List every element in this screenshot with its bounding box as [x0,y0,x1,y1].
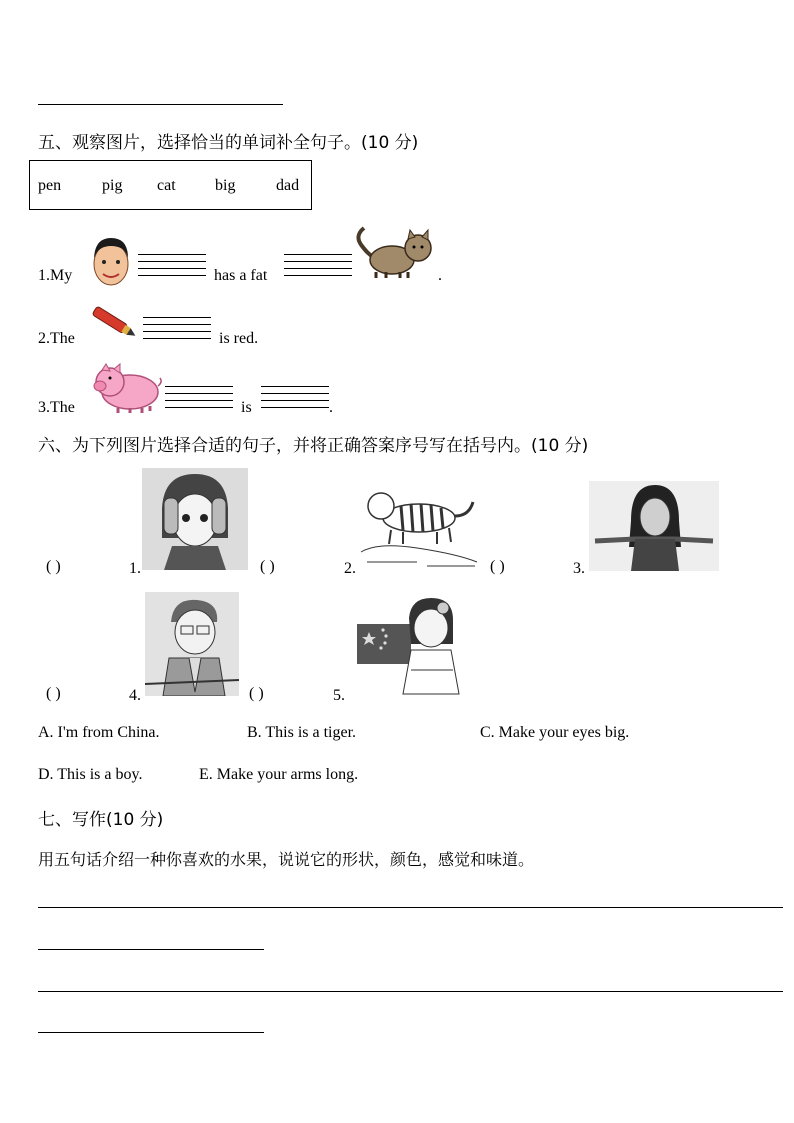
word-bank-box [29,160,312,210]
girl-eyes-picture [142,468,248,570]
q3-end: . [329,399,333,416]
q2-blank[interactable] [143,317,211,347]
tiger-picture [357,482,479,570]
q1-blank-1[interactable] [138,254,206,284]
item-number-4: 4. [129,687,141,704]
cat-icon [352,222,438,282]
girl-china-flag-picture [355,594,461,698]
dad-face-icon [87,232,135,288]
item-number-3: 3. [573,560,585,577]
writing-prompt: 用五句话介绍一种你喜欢的水果，说说它的形状，颜色，感觉和味道。 [38,850,535,869]
word-bank-item: pen [38,177,62,194]
option-e: E. Make your arms long. [199,766,359,783]
word-bank-item: pig [102,177,123,194]
q3-start: 3.The [38,399,75,416]
answer-bracket-4[interactable]: ( ) [46,685,61,702]
word-bank-item: cat [157,177,176,194]
word-bank-item: dad [276,177,300,194]
option-b: B. This is a tiger. [247,724,357,741]
q1-end: . [438,267,442,284]
pen-icon [89,302,141,344]
q1-mid: has a fat [214,267,268,284]
q3-blank-1[interactable] [165,386,233,416]
writing-line-3[interactable] [38,991,783,992]
section5-heading: 五、观察图片，选择恰当的单词补全句子。(10 分) [38,133,419,153]
item-number-2: 2. [344,560,356,577]
q3-blank-2[interactable] [261,386,329,416]
option-d: D. This is a boy. [38,766,143,783]
writing-line-2[interactable] [38,949,264,950]
item-number-5: 5. [333,687,345,704]
q1-start: 1.My [38,267,73,284]
word-bank-item: big [215,177,236,194]
writing-line-4[interactable] [38,1032,264,1033]
answer-bracket-5[interactable]: ( ) [249,685,264,702]
pig-icon [90,362,164,414]
q2-end: is red. [219,330,259,347]
option-c: C. Make your eyes big. [480,724,630,741]
q2-start: 2.The [38,330,75,347]
section6-heading: 六、为下列图片选择合适的句子，并将正确答案序号写在括号内。(10 分) [38,436,589,456]
answer-bracket-2[interactable]: ( ) [260,558,275,575]
top-answer-line [38,104,283,105]
answer-bracket-3[interactable]: ( ) [490,558,505,575]
girl-arms-picture [589,481,719,571]
q3-mid: is [241,399,252,416]
answer-bracket-1[interactable]: ( ) [46,558,61,575]
option-a: A. I'm from China. [38,724,160,741]
q1-blank-2[interactable] [284,254,352,284]
section7-heading: 七、写作(10 分) [38,810,164,830]
item-number-1: 1. [129,560,141,577]
writing-line-1[interactable] [38,907,783,908]
boy-picture [145,592,239,696]
